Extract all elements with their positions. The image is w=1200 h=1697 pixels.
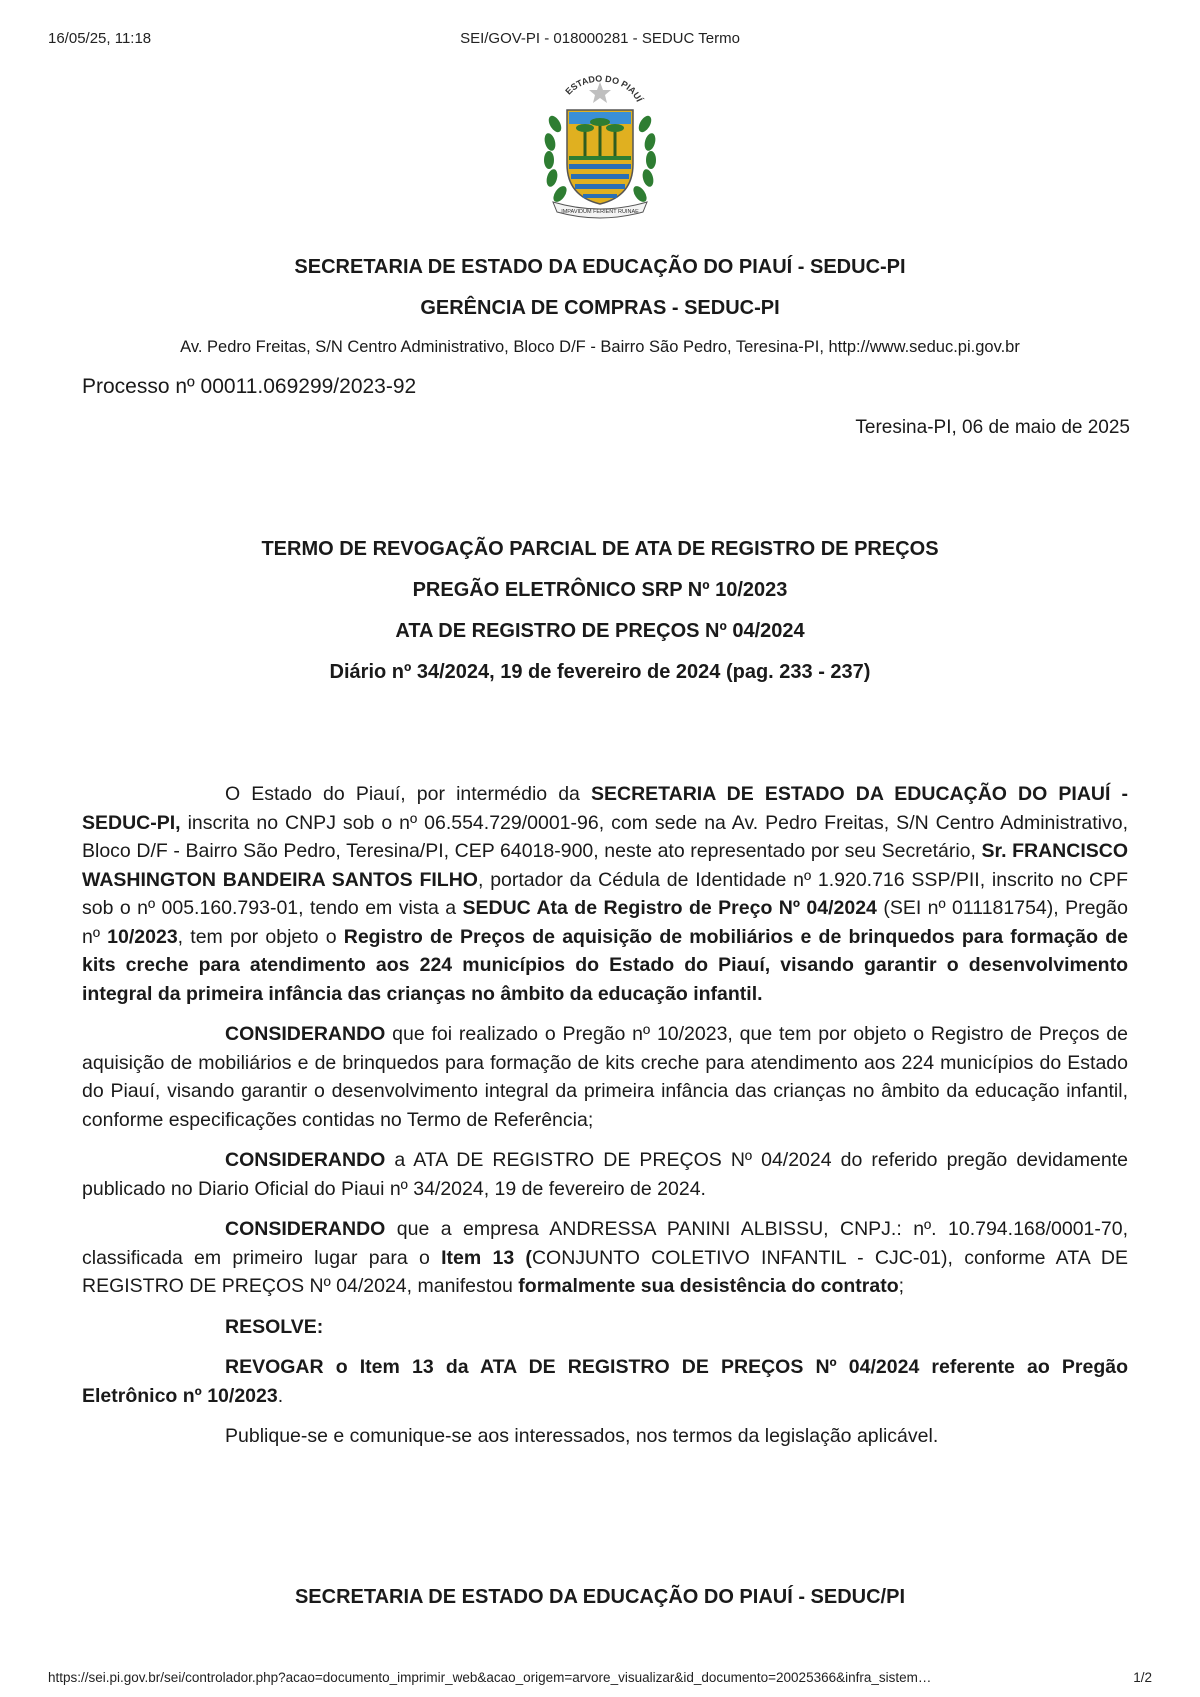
bold-run: CONSIDERANDO — [225, 1218, 386, 1240]
print-url: https://sei.pi.gov.br/sei/controlador.php?acao=documento_imprimir_web&acao_origem=arvore_visualizar&id_documento=20025366&infra_sistem… — [48, 1670, 932, 1685]
bold-run: REVOGAR o Item 13 da ATA DE REGISTRO DE PREÇOS Nº 04/2024 referente ao Pregão Eletrônico nº 10/2023 — [82, 1356, 1128, 1407]
text-run: inscrita no CNPJ sob o nº 06.554.729/0001-96, com sede na Av. Pedro Freitas, S/N Centro Administrativo, Bloco D/F - Bairro São Pedro, Teresina/PI, CEP 64018-900, neste ato representado por seu Secretário, — [82, 811, 1128, 862]
header-sub: GERÊNCIA DE COMPRAS - SEDUC-PI — [420, 297, 780, 319]
text-run: ; — [898, 1275, 905, 1297]
paragraph-considerando-3 — [82, 1215, 1128, 1301]
title-line-1: TERMO DE REVOGAÇÃO PARCIAL DE ATA DE REGISTRO DE PREÇOS — [261, 538, 939, 560]
text-run: , portador da Cédula de Identidade nº 1.920.716 SSP/PII, inscrito no CPF sob o nº 005.160.793-01, tendo em vista a — [82, 868, 1128, 919]
bold-run: SEDUC Ata de Registro de Preço Nº 04/2024 — [462, 897, 877, 919]
processo-number: Processo nº 00011.069299/2023-92 — [82, 375, 417, 398]
crest-ring-text: ESTADO DO PIAUÍ — [563, 73, 645, 104]
print-header — [48, 30, 1152, 50]
text-run: CONJUNTO COLETIVO INFANTIL - CJC-01), conforme ATA DE REGISTRO DE PREÇOS Nº 04/2024, manifestou — [82, 1246, 1128, 1297]
text-run: que foi realizado o Pregão nº 10/2023, que tem por objeto o Registro de Preços de aquisição de mobiliários e de brinquedos para formação de kits creche para atendimento aos 224 municípios do Estado do Piauí, visando garantir o desenvolvimento integral da primeira infância das crianças no âmbito da educação infantil, conforme especificações contidas no Termo de Referência; — [82, 1023, 1128, 1131]
bold-run: Sr. FRANCISCO WASHINGTON BANDEIRA SANTOS FILHO — [82, 840, 1128, 891]
page-number: 1/2 — [1133, 1670, 1152, 1685]
header-org: SECRETARIA DE ESTADO DA EDUCAÇÃO DO PIAUÍ - SEDUC-PI — [294, 256, 906, 278]
print-footer — [48, 1670, 1152, 1688]
bold-run: 10/2023 — [107, 925, 178, 948]
state-crest — [0, 64, 1200, 224]
bold-run: RESOLVE: — [225, 1315, 324, 1338]
text-run: , tem por objeto o — [177, 925, 344, 948]
document-body — [82, 780, 1128, 1463]
text-run: . — [277, 1384, 284, 1407]
title-line-2: PREGÃO ELETRÔNICO SRP Nº 10/2023 — [412, 579, 788, 601]
crest-icon — [525, 64, 675, 224]
bold-run: Item 13 ( — [441, 1246, 532, 1269]
title-line-4: Diário nº 34/2024, 19 de fevereiro de 2024 (pag. 233 - 237) — [329, 661, 871, 683]
footer-org: SECRETARIA DE ESTADO DA EDUCAÇÃO DO PIAUÍ - SEDUC/PI — [294, 1586, 906, 1608]
bold-run: CONSIDERANDO — [225, 1023, 386, 1045]
crest-motto: IMPAVIDUM FERIENT RUINAE — [561, 209, 639, 215]
text-run: (SEI nº 011181754), Pregão nº — [82, 897, 1128, 948]
bold-run: SECRETARIA DE ESTADO DA EDUCAÇÃO DO PIAUÍ - SEDUC-PI, — [82, 783, 1128, 834]
title-line-3: ATA DE REGISTRO DE PREÇOS Nº 04/2024 — [395, 620, 805, 642]
text-run: O Estado do Piauí, por intermédio da — [225, 783, 591, 805]
text-run: Publique-se e comunique-se aos interessados, nos termos da legislação aplicável. — [225, 1425, 939, 1447]
paragraph-considerando-2 — [82, 1146, 1128, 1203]
paragraph-publique — [82, 1422, 1128, 1451]
paragraph-considerando-1 — [82, 1020, 1128, 1134]
paragraph-revogar — [82, 1353, 1128, 1410]
print-doc-title: SEI/GOV-PI - 018000281 - SEDUC Termo — [460, 30, 740, 47]
paragraph-preamble — [82, 780, 1128, 1008]
header-address: Av. Pedro Freitas, S/N Centro Administrativo, Bloco D/F - Bairro São Pedro, Teresina-PI, http://www.seduc.pi.gov.br — [180, 338, 1020, 356]
print-timestamp: 16/05/25, 11:18 — [48, 30, 152, 47]
text-run: que a empresa ANDRESSA PANINI ALBISSU, CNPJ.: nº. 10.794.168/0001-70, classificada em primeiro lugar para o — [82, 1218, 1128, 1269]
paragraph-resolve — [82, 1313, 1128, 1342]
bold-run: CONSIDERANDO — [225, 1149, 386, 1171]
text-run: a ATA DE REGISTRO DE PREÇOS Nº 04/2024 do referido pregão devidamente publicado no Diario Oficial do Piaui nº 34/2024, 19 de fevereiro de 2024. — [82, 1149, 1128, 1200]
date-line: Teresina-PI, 06 de maio de 2025 — [855, 417, 1130, 438]
bold-run: Registro de Preços de aquisição de mobiliários e de brinquedos para formação de kits creche para atendimento aos 224 municípios do Estado do Piauí, visando garantir o desenvolvimento integral da primeira infância das crianças no âmbito da educação infantil. — [82, 925, 1128, 1005]
bold-run: formalmente sua desistência do contrato — [518, 1275, 899, 1297]
